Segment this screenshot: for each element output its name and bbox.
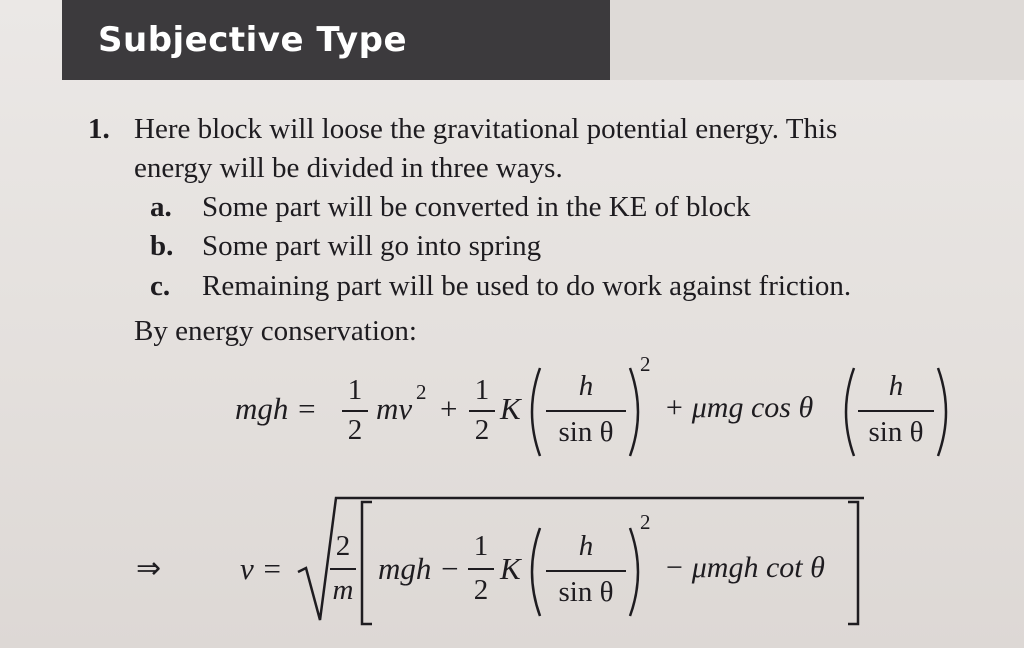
- implies-arrow: ⇒: [136, 552, 162, 585]
- section-title: Subjective Type: [98, 20, 408, 60]
- right-bracket: [846, 500, 862, 626]
- eq2-left-paren: [522, 524, 544, 620]
- eq2-fraction-bar: [468, 568, 494, 570]
- eq1-plus: +: [440, 391, 458, 426]
- eq1-left-paren: [522, 364, 544, 460]
- eq1-h-sin-fraction: [546, 370, 626, 448]
- question-line-2: energy will be divided in three ways.: [134, 152, 563, 184]
- eq1-mv-exponent: 2: [416, 380, 427, 404]
- eq1-h-numerator: h: [578, 370, 594, 402]
- left-bracket: [358, 500, 374, 626]
- question-line-1: Here block will loose the gravitational potential energy. This: [134, 113, 838, 145]
- eq1-sin-denominator: sin θ: [558, 416, 614, 448]
- faded-background-band: [600, 0, 1024, 80]
- eq1-right-paren: [626, 364, 648, 460]
- eq2-sin-denominator: sin θ: [558, 576, 614, 608]
- eq1-half-numerator: 1: [347, 374, 363, 406]
- eq1-fraction-bar: [546, 410, 626, 412]
- eq1-half2-fraction: [469, 374, 495, 446]
- item-a-marker: a.: [150, 191, 172, 223]
- item-c-text: Remaining part will be used to do work against friction.: [202, 270, 852, 302]
- eq1-sin2-denominator: sin θ: [868, 416, 924, 448]
- eq1-fraction-bar: [858, 410, 934, 412]
- eq1-right-paren-2: [934, 364, 956, 460]
- eq1-paren-exponent: 2: [640, 352, 651, 376]
- eq2-K: K: [500, 551, 521, 586]
- eq2-half-fraction: [468, 530, 494, 606]
- eq1-half-fraction: [342, 374, 368, 446]
- eq1-fraction-bar: [342, 410, 368, 412]
- eq1-fraction-bar: [469, 410, 495, 412]
- item-c-marker: c.: [150, 270, 171, 302]
- eq2-h-sin-fraction: [546, 530, 626, 608]
- conservation-heading: By energy conservation:: [134, 315, 417, 347]
- eq2-fraction-bar: [546, 570, 626, 572]
- eq1-lhs: mgh =: [235, 391, 318, 426]
- question-number: 1.: [88, 113, 110, 145]
- eq1-h2-numerator: h: [888, 370, 904, 402]
- eq1-K: K: [500, 391, 521, 426]
- eq2-two-numerator: 2: [335, 530, 351, 562]
- eq2-mgh: mgh −: [378, 551, 461, 586]
- eq2-half-denominator: 2: [473, 574, 489, 606]
- eq2-h-numerator: h: [578, 530, 594, 562]
- eq1-half2-numerator: 1: [474, 374, 490, 406]
- eq2-m-denominator: m: [332, 574, 354, 606]
- eq2-right-paren: [626, 524, 648, 620]
- eq1-h-sin-fraction-2: [858, 370, 934, 448]
- eq2-paren-exponent: 2: [640, 510, 651, 534]
- item-b-marker: b.: [150, 230, 174, 262]
- item-a-text: Some part will be converted in the KE of block: [202, 191, 751, 223]
- eq1-half-denominator: 2: [347, 414, 363, 446]
- eq2-two-over-m: [330, 530, 356, 606]
- item-b-text: Some part will go into spring: [202, 230, 542, 262]
- eq1-friction-term: + μmg cos θ: [664, 391, 814, 424]
- eq2-fraction-bar: [330, 568, 356, 570]
- eq1-left-paren-2: [836, 364, 858, 460]
- eq1-mv: mv: [376, 391, 413, 426]
- eq2-friction-term: − μmgh cot θ: [664, 551, 825, 584]
- eq2-half-numerator: 1: [473, 530, 489, 562]
- eq1-half2-denominator: 2: [474, 414, 490, 446]
- eq2-v: v =: [240, 551, 283, 586]
